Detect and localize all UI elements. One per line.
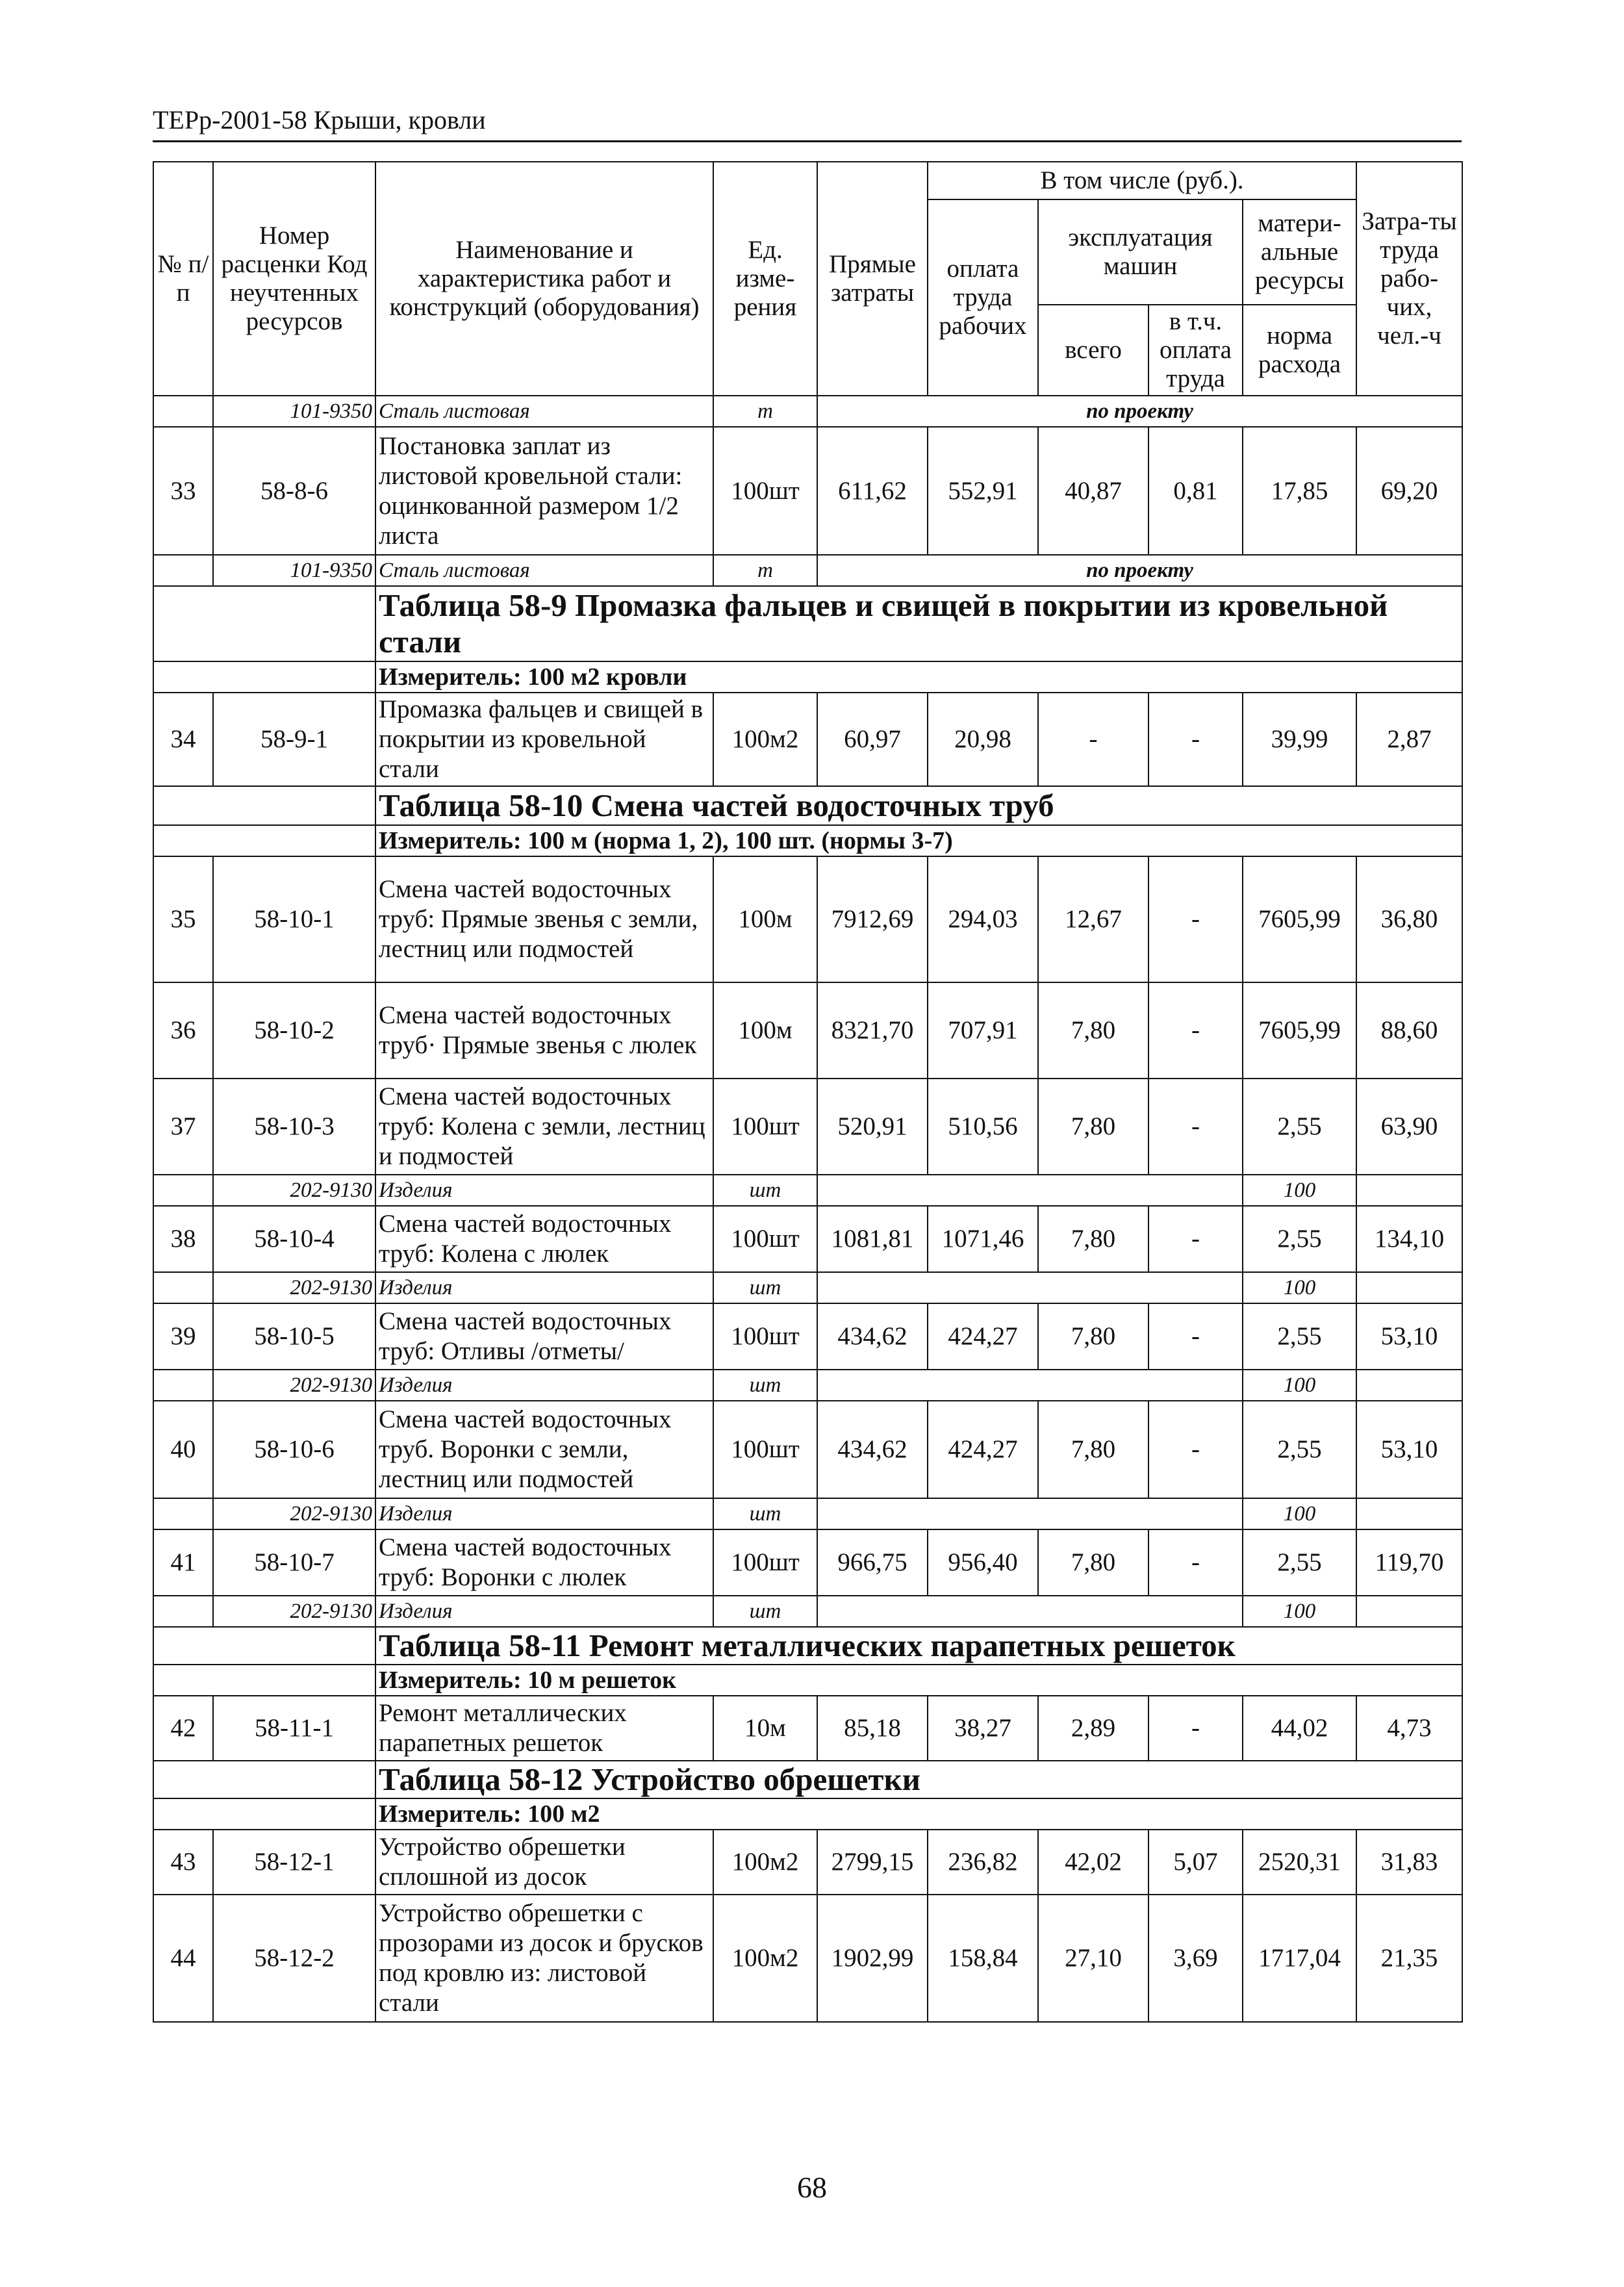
- resource-code: 202-9130: [213, 1370, 375, 1401]
- row-direct: 1081,81: [817, 1206, 928, 1272]
- section-measure: Измеритель: 100 м2 кровли: [375, 661, 1462, 693]
- row-labor-cost: 88,60: [1356, 982, 1462, 1079]
- rates-table-wrapper: [153, 161, 1462, 2023]
- row-materials: 7605,99: [1243, 856, 1356, 982]
- row-labor: 424,27: [928, 1303, 1038, 1370]
- row-materials: 2,55: [1243, 1303, 1356, 1370]
- row-name: Ремонт металлических парапетных решеток: [375, 1696, 713, 1761]
- row-direct: 434,62: [817, 1401, 928, 1498]
- row-name: Смена частей водосточных труб: Воронки с люлек: [375, 1529, 713, 1596]
- table-row: [153, 1830, 1462, 1895]
- row-labor: 38,27: [928, 1696, 1038, 1761]
- resource-code: 202-9130: [213, 1272, 375, 1303]
- row-code: 58-10-4: [213, 1206, 375, 1272]
- table-row: [153, 693, 1462, 786]
- row-code: 58-10-5: [213, 1303, 375, 1370]
- row-code: 58-10-7: [213, 1529, 375, 1596]
- resource-code: 202-9130: [213, 1596, 375, 1627]
- row-unit: 100шт: [713, 1401, 817, 1498]
- row-labor-cost: 53,10: [1356, 1303, 1462, 1370]
- row-unit: 100шт: [713, 1303, 817, 1370]
- resource-code: 202-9130: [213, 1498, 375, 1529]
- row-num: 37: [153, 1079, 213, 1175]
- col-num: № п/п: [153, 162, 213, 396]
- section-title-row: [153, 1761, 1462, 1798]
- row-num: 33: [153, 427, 213, 555]
- row-materials: 2,55: [1243, 1529, 1356, 1596]
- row-num: 40: [153, 1401, 213, 1498]
- row-num: 41: [153, 1529, 213, 1596]
- row-materials: 7605,99: [1243, 982, 1356, 1079]
- col-machines-total: всего: [1038, 305, 1148, 396]
- resource-qty: 100: [1243, 1596, 1356, 1627]
- resource-name: Изделия: [375, 1272, 713, 1303]
- row-machines: 7,80: [1038, 1529, 1148, 1596]
- resource-qty: 100: [1243, 1370, 1356, 1401]
- rates-table: [153, 161, 1463, 2023]
- row-materials: 39,99: [1243, 693, 1356, 786]
- row-name: Постановка заплат из листовой кровельной стали: оцинкованной размером 1/2 листа: [375, 427, 713, 555]
- resource-note: по проекту: [817, 396, 1462, 427]
- row-labor-cost: 134,10: [1356, 1206, 1462, 1272]
- row-code: 58-10-3: [213, 1079, 375, 1175]
- section-measure-row: [153, 661, 1462, 693]
- resource-row: [153, 1596, 1462, 1627]
- row-unit: 100м: [713, 856, 817, 982]
- section-measure: Измеритель: 100 м2: [375, 1798, 1462, 1830]
- row-machines: 7,80: [1038, 1206, 1148, 1272]
- row-machines-labor: 3,69: [1148, 1895, 1243, 2022]
- row-code: 58-11-1: [213, 1696, 375, 1761]
- document-header: [153, 104, 1462, 142]
- row-labor: 158,84: [928, 1895, 1038, 2022]
- resource-unit: шт: [713, 1175, 817, 1206]
- table-row: [153, 982, 1462, 1079]
- row-machines: 2,89: [1038, 1696, 1148, 1761]
- row-labor: 510,56: [928, 1079, 1038, 1175]
- col-incl-group: В том числе (руб.).: [928, 162, 1356, 199]
- table-body: [153, 396, 1462, 2022]
- row-labor: 236,82: [928, 1830, 1038, 1895]
- section-measure-row: [153, 1798, 1462, 1830]
- table-row: [153, 1696, 1462, 1761]
- row-num: 43: [153, 1830, 213, 1895]
- row-labor-cost: 2,87: [1356, 693, 1462, 786]
- row-direct: 85,18: [817, 1696, 928, 1761]
- section-title-row: [153, 786, 1462, 825]
- row-code: 58-8-6: [213, 427, 375, 555]
- row-num: 38: [153, 1206, 213, 1272]
- row-materials: 2,55: [1243, 1206, 1356, 1272]
- row-name: Промазка фальцев и свищей в покрытии из кровельной стали: [375, 693, 713, 786]
- row-labor: 20,98: [928, 693, 1038, 786]
- row-direct: 1902,99: [817, 1895, 928, 2022]
- section-measure: Измеритель: 10 м решеток: [375, 1665, 1462, 1696]
- resource-name: Сталь листовая: [375, 396, 713, 427]
- row-labor: 956,40: [928, 1529, 1038, 1596]
- page-number: 68: [797, 2171, 827, 2204]
- row-labor-cost: 36,80: [1356, 856, 1462, 982]
- row-labor-cost: 4,73: [1356, 1696, 1462, 1761]
- resource-row: [153, 1272, 1462, 1303]
- row-unit: 100м2: [713, 1830, 817, 1895]
- row-machines: 7,80: [1038, 1303, 1148, 1370]
- row-materials: 2,55: [1243, 1401, 1356, 1498]
- col-labor-pay: оплата труда рабочих: [928, 199, 1038, 396]
- row-machines: 7,80: [1038, 982, 1148, 1079]
- row-name: Смена частей водосточных труб: Отливы /отметы/: [375, 1303, 713, 1370]
- row-unit: 100м2: [713, 693, 817, 786]
- row-unit: 100м: [713, 982, 817, 1079]
- row-labor: 424,27: [928, 1401, 1038, 1498]
- row-unit: 100м2: [713, 1895, 817, 2022]
- row-machines-labor: -: [1148, 1079, 1243, 1175]
- row-labor-cost: 21,35: [1356, 1895, 1462, 2022]
- row-machines-labor: -: [1148, 693, 1243, 786]
- col-machines: эксплуатация машин: [1038, 199, 1243, 305]
- row-direct: 611,62: [817, 427, 928, 555]
- col-name: Наименование и характеристика работ и конструкций (оборудования): [375, 162, 713, 396]
- document-title: ТЕРр-2001-58 Крыши, кровли: [153, 105, 486, 134]
- row-direct: 520,91: [817, 1079, 928, 1175]
- row-num: 42: [153, 1696, 213, 1761]
- resource-name: Сталь листовая: [375, 555, 713, 586]
- row-direct: 434,62: [817, 1303, 928, 1370]
- resource-row: [153, 396, 1462, 427]
- row-num: 36: [153, 982, 213, 1079]
- row-code: 58-10-2: [213, 982, 375, 1079]
- row-materials: 2,55: [1243, 1079, 1356, 1175]
- table-row: [153, 1303, 1462, 1370]
- row-direct: 966,75: [817, 1529, 928, 1596]
- row-name: Смена частей водосточных труб: Прямые звенья с земли, лестниц или подмостей: [375, 856, 713, 982]
- row-machines-labor: 0,81: [1148, 427, 1243, 555]
- col-labor-cost: Затра-ты труда рабо-чих, чел.-ч: [1356, 162, 1462, 396]
- row-labor-cost: 31,83: [1356, 1830, 1462, 1895]
- row-labor-cost: 69,20: [1356, 427, 1462, 555]
- section-measure: Измеритель: 100 м (норма 1, 2), 100 шт. (нормы 3-7): [375, 825, 1462, 856]
- resource-unit: шт: [713, 1272, 817, 1303]
- row-name: Смена частей водосточных труб: Колена с люлек: [375, 1206, 713, 1272]
- row-labor: 707,91: [928, 982, 1038, 1079]
- resource-qty: 100: [1243, 1498, 1356, 1529]
- row-machines-labor: -: [1148, 1401, 1243, 1498]
- table-row: [153, 856, 1462, 982]
- row-labor-cost: 119,70: [1356, 1529, 1462, 1596]
- resource-code: 202-9130: [213, 1175, 375, 1206]
- table-row: [153, 1895, 1462, 2022]
- row-machines-labor: -: [1148, 1303, 1243, 1370]
- resource-code: 101-9350: [213, 396, 375, 427]
- row-machines: 40,87: [1038, 427, 1148, 555]
- section-title: Таблица 58-12 Устройство обрешетки: [375, 1761, 1462, 1798]
- row-machines: 7,80: [1038, 1079, 1148, 1175]
- row-machines: 7,80: [1038, 1401, 1148, 1498]
- section-title: Таблица 58-9 Промазка фальцев и свищей в покрытии из кровельной стали: [375, 586, 1462, 661]
- row-labor: 1071,46: [928, 1206, 1038, 1272]
- section-title-row: [153, 586, 1462, 661]
- col-unit: Ед. изме-рения: [713, 162, 817, 396]
- row-code: 58-12-2: [213, 1895, 375, 2022]
- row-name: Смена частей водосточных труб. Воронки с земли, лестниц или подмостей: [375, 1401, 713, 1498]
- table-row: [153, 1401, 1462, 1498]
- table-header: [153, 162, 1462, 396]
- row-unit: 100шт: [713, 1079, 817, 1175]
- col-materials-norm: норма расхода: [1243, 305, 1356, 396]
- row-name: Устройство обрешетки сплошной из досок: [375, 1830, 713, 1895]
- resource-code: 101-9350: [213, 555, 375, 586]
- resource-row: [153, 1370, 1462, 1401]
- row-code: 58-9-1: [213, 693, 375, 786]
- row-code: 58-12-1: [213, 1830, 375, 1895]
- row-machines-labor: -: [1148, 1206, 1243, 1272]
- resource-note: по проекту: [817, 555, 1462, 586]
- resource-unit: шт: [713, 1370, 817, 1401]
- row-materials: 2520,31: [1243, 1830, 1356, 1895]
- row-unit: 100шт: [713, 427, 817, 555]
- row-name: Устройство обрешетки с прозорами из досок и брусков под кровлю из: листовой стали: [375, 1895, 713, 2022]
- resource-name: Изделия: [375, 1498, 713, 1529]
- row-direct: 7912,69: [817, 856, 928, 982]
- resource-qty: 100: [1243, 1175, 1356, 1206]
- row-num: 34: [153, 693, 213, 786]
- section-title: Таблица 58-11 Ремонт металлических парапетных решеток: [375, 1627, 1462, 1665]
- row-machines: 27,10: [1038, 1895, 1148, 2022]
- resource-unit: т: [713, 555, 817, 586]
- resource-unit: т: [713, 396, 817, 427]
- row-unit: 10м: [713, 1696, 817, 1761]
- resource-name: Изделия: [375, 1370, 713, 1401]
- table-row: [153, 1529, 1462, 1596]
- section-title-row: [153, 1627, 1462, 1665]
- row-direct: 60,97: [817, 693, 928, 786]
- section-title: Таблица 58-10 Смена частей водосточных труб: [375, 786, 1462, 825]
- col-direct: Прямые затраты: [817, 162, 928, 396]
- row-num: 35: [153, 856, 213, 982]
- row-materials: 1717,04: [1243, 1895, 1356, 2022]
- row-labor-cost: 53,10: [1356, 1401, 1462, 1498]
- row-materials: 17,85: [1243, 427, 1356, 555]
- resource-name: Изделия: [375, 1175, 713, 1206]
- row-machines: -: [1038, 693, 1148, 786]
- row-unit: 100шт: [713, 1206, 817, 1272]
- table-row: [153, 1206, 1462, 1272]
- row-code: 58-10-6: [213, 1401, 375, 1498]
- row-num: 39: [153, 1303, 213, 1370]
- row-unit: 100шт: [713, 1529, 817, 1596]
- resource-name: Изделия: [375, 1596, 713, 1627]
- resource-row: [153, 555, 1462, 586]
- resource-row: [153, 1175, 1462, 1206]
- row-name: Смена частей водосточных труб: Колена с земли, лестниц и подмостей: [375, 1079, 713, 1175]
- row-direct: 2799,15: [817, 1830, 928, 1895]
- resource-row: [153, 1498, 1462, 1529]
- row-machines-labor: 5,07: [1148, 1830, 1243, 1895]
- section-measure-row: [153, 825, 1462, 856]
- row-num: 44: [153, 1895, 213, 2022]
- row-machines-labor: -: [1148, 1696, 1243, 1761]
- col-machines-labor: в т.ч. оплата труда: [1148, 305, 1243, 396]
- col-materials: матери-альные ресурсы: [1243, 199, 1356, 305]
- row-materials: 44,02: [1243, 1696, 1356, 1761]
- row-labor-cost: 63,90: [1356, 1079, 1462, 1175]
- row-labor: 552,91: [928, 427, 1038, 555]
- section-measure-row: [153, 1665, 1462, 1696]
- resource-qty: 100: [1243, 1272, 1356, 1303]
- row-machines-labor: -: [1148, 982, 1243, 1079]
- resource-unit: шт: [713, 1498, 817, 1529]
- col-code: Номер расценки Код неучтенных ресурсов: [213, 162, 375, 396]
- table-row: [153, 1079, 1462, 1175]
- row-labor: 294,03: [928, 856, 1038, 982]
- row-name: Смена частей водосточных труб· Прямые звенья с люлек: [375, 982, 713, 1079]
- resource-unit: шт: [713, 1596, 817, 1627]
- table-row: [153, 427, 1462, 555]
- row-machines-labor: -: [1148, 1529, 1243, 1596]
- row-code: 58-10-1: [213, 856, 375, 982]
- row-machines: 12,67: [1038, 856, 1148, 982]
- row-machines: 42,02: [1038, 1830, 1148, 1895]
- row-direct: 8321,70: [817, 982, 928, 1079]
- row-machines-labor: -: [1148, 856, 1243, 982]
